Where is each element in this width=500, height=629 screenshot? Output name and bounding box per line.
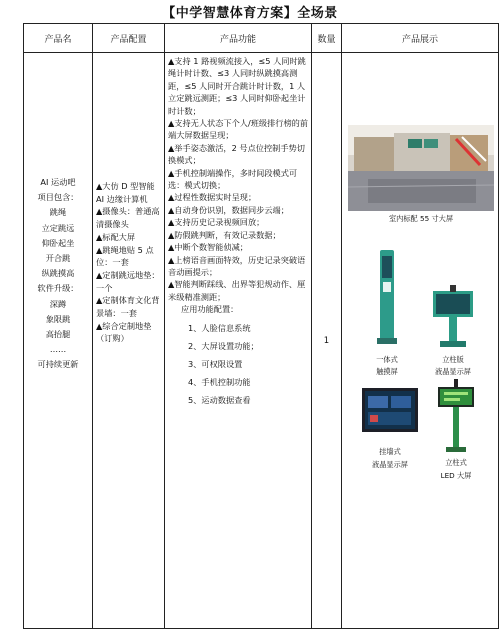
product-display-cell (342, 53, 499, 629)
header-quantity: 数量 (312, 24, 342, 53)
pillar-caption-1: 立柱版 (442, 355, 464, 364)
function-item: ▲支持历史记录视频回放； (168, 217, 265, 228)
header-product-display: 产品展示 (342, 24, 499, 53)
product-name-line: 仰卧起坐 (41, 237, 75, 248)
product-name-line: 立定跳远 (41, 222, 75, 233)
function-item: ▲支持 1 路视频流接入，≤5 人同时跳绳计时计数、≤3 人同时纵跳摸高测距，≤5 人同时开合跳计时计数，1 人立定跳远测距；≤3 人同时仰卧起坐计时计数； (168, 56, 306, 116)
product-name-line: 项目包含： (37, 192, 79, 203)
function-item: ▲上榜语音画面特效，历史记录突破语音动画提示； (168, 254, 306, 277)
config-item: ▲跳绳地贴 5 点位：一套 (96, 244, 154, 268)
config-item: ▲定制跳远地垫：一个 (96, 269, 160, 293)
config-item: ▲综合定制地垫（订购） (96, 320, 152, 344)
product-name-line: 深蹲 (49, 298, 67, 309)
function-sub-item: 3、可权限设置 (188, 358, 243, 369)
table-header-row (24, 24, 499, 53)
product-name-line: 纵跳摸高 (41, 268, 75, 279)
config-item: ▲标配大屏 (96, 231, 136, 242)
product-name-line: 跳绳 (49, 207, 67, 218)
product-function-cell (165, 53, 312, 629)
pillar-lcd-image (428, 285, 478, 349)
pillar-led-image (436, 379, 476, 453)
function-sub-item: 2、大屏设置功能； (188, 340, 259, 351)
wall-caption-2: 液晶显示屏 (372, 460, 408, 469)
function-item: ▲智能判断踩线、出界等犯规动作、厘米级精准测距； (168, 279, 306, 302)
led-caption-2: LED 大屏 (440, 471, 472, 480)
indoor-room-image (348, 125, 494, 211)
product-table (23, 23, 499, 629)
led-caption-1: 立柱式 (445, 458, 467, 467)
room-caption: 室内标配 55 寸大屏 (388, 214, 454, 223)
product-name-line: 软件升级： (37, 283, 79, 294)
table-row (24, 53, 499, 629)
header-product-function: 产品功能 (165, 24, 312, 53)
kiosk-image (374, 248, 400, 346)
config-item: ▲大仿 D 型智能 AI 边缘计算机 (96, 181, 155, 204)
document-title: 【中学智慧体育方案】全场景 (162, 6, 338, 21)
product-name-line: 象限跳 (45, 313, 71, 324)
product-config-cell (93, 53, 165, 629)
kiosk-caption-1: 一体式 (376, 355, 398, 364)
header-product-name: 产品名 (24, 24, 93, 53)
config-item: ▲摄像头：普通高清摄像头 (96, 206, 160, 230)
wall-lcd-image (362, 388, 418, 432)
pillar-caption-2: 液晶显示屏 (435, 367, 471, 376)
function-sub-heading: 应用功能配置： (181, 304, 239, 315)
product-name-line: …… (49, 344, 67, 355)
quantity-cell: 1 (312, 53, 342, 629)
product-name-line: 开合跳 (45, 253, 71, 264)
function-sub-item: 4、手机控制功能 (188, 376, 251, 387)
wall-caption-1: 挂墙式 (379, 447, 401, 456)
function-item: ▲支持无人状态下个人/班级排行榜的前端大屏数据呈现； (168, 118, 309, 141)
product-name-line: 可持续更新 (37, 359, 79, 370)
kiosk-caption-2: 触摸屏 (376, 367, 398, 376)
header-product-config: 产品配置 (93, 24, 165, 53)
function-sub-item: 5、运动数据查看 (188, 394, 251, 405)
function-item: ▲中断个数智能侦减； (168, 242, 248, 253)
function-item: ▲自动身份识别，数据同步云端； (168, 204, 289, 215)
config-item: ▲定制体育文化背景墙：一套 (96, 295, 160, 319)
product-name-line: AI 运动吧 (40, 177, 76, 187)
function-item: ▲过程性数据实时呈现； (168, 192, 257, 203)
function-item: ▲防假跳判断，有效记录数据； (168, 229, 281, 240)
product-name-cell (24, 53, 93, 629)
function-item: ▲手机控制端操作，多时间段模式可选：模式切换； (168, 167, 298, 191)
function-sub-item: 1、人脸信息系统 (188, 322, 251, 333)
function-item: ▲举手姿态激活，2 号点位控制手势切换模式； (168, 142, 305, 166)
product-name-line: 高抬腿 (45, 329, 71, 340)
